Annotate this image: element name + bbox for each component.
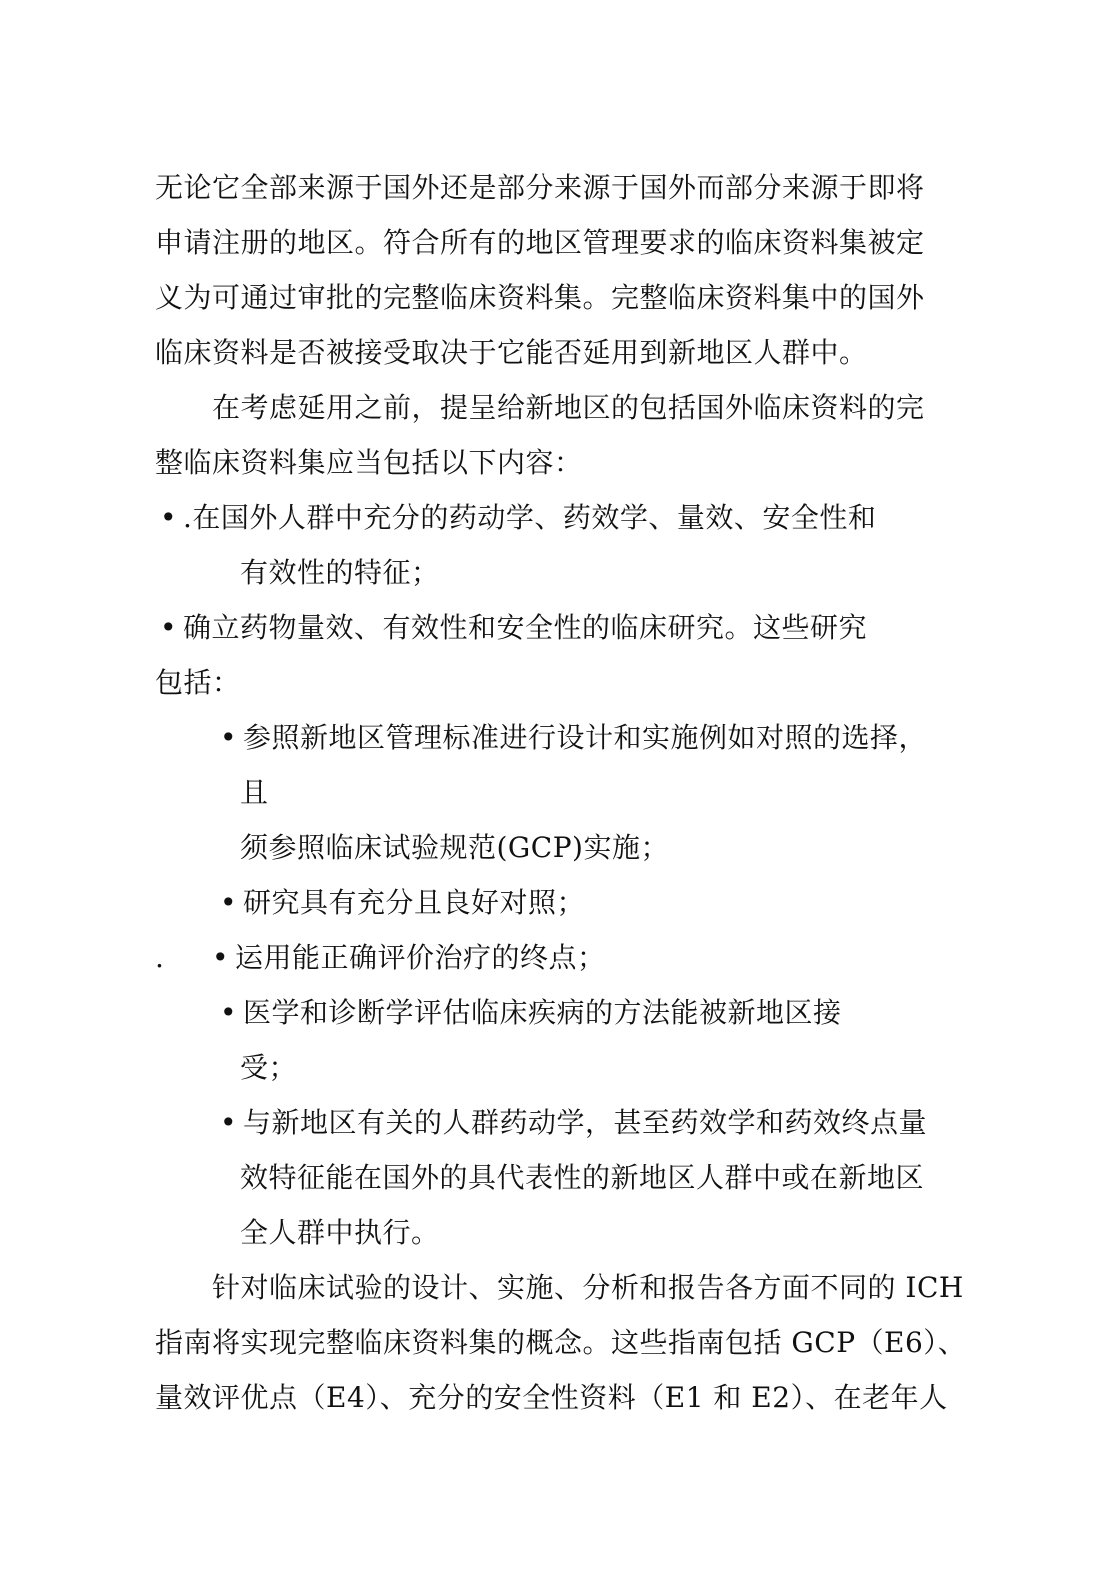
- sub-bullet-item-3: [212, 941, 606, 975]
- sub-bullet-item-continuation: 须参照临床试验规范(GCP)实施；: [240, 831, 669, 864]
- paragraph-1-line: 申请注册的地区。符合所有的地区管理要求的临床资料集被定: [155, 226, 925, 259]
- paragraph-1-line: 义为可通过审批的完整临床资料集。完整临床资料集中的国外: [155, 281, 925, 314]
- sub-bullet-item-2: [220, 886, 585, 920]
- bullet-item-2: [160, 611, 867, 645]
- bullet-item-continuation: 包括：: [155, 666, 241, 699]
- stray-mark: .: [155, 941, 165, 974]
- paragraph-1-line: 临床资料是否被接受取决于它能否延用到新地区人群中。: [155, 336, 868, 369]
- sub-bullet-item-text: 参照新地区管理标准进行设计和实施例如对照的选择，: [243, 721, 928, 754]
- sub-bullet-item-text: 运用能正确评价治疗的终点；: [235, 941, 606, 974]
- bullet-marker: •: [220, 996, 238, 1029]
- bullet-marker: •: [212, 941, 230, 974]
- sub-bullet-item-continuation: 受；: [240, 1051, 298, 1084]
- bullet-marker: •: [160, 501, 178, 534]
- bullet-item-1: [160, 501, 876, 535]
- sub-bullet-item-continuation: 全人群中执行。: [240, 1216, 440, 1249]
- bullet-marker: •: [220, 1106, 238, 1139]
- bullet-marker: •: [220, 721, 238, 754]
- paragraph-3-line: 量效评优点（E4）、充分的安全性资料（E1 和 E2）、在老年人: [155, 1381, 948, 1414]
- bullet-marker: •: [220, 886, 238, 919]
- bullet-item-continuation: 有效性的特征；: [240, 556, 440, 589]
- sub-bullet-item-continuation: 且: [240, 776, 269, 809]
- sub-bullet-item-1: [220, 721, 927, 755]
- paragraph-3-line: 针对临床试验的设计、实施、分析和报告各方面不同的 ICH: [212, 1271, 964, 1304]
- sub-bullet-item-text: 与新地区有关的人群药动学，甚至药效学和药效终点量: [243, 1106, 928, 1139]
- sub-bullet-item-4: [220, 996, 842, 1030]
- paragraph-1-line: 无论它全部来源于国外还是部分来源于国外而部分来源于即将: [155, 171, 925, 204]
- paragraph-2-line: 在考虑延用之前，提呈给新地区的包括国外临床资料的完: [212, 391, 925, 424]
- sub-bullet-item-continuation: 效特征能在国外的具代表性的新地区人群中或在新地区: [240, 1161, 925, 1194]
- sub-bullet-item-5: [220, 1106, 927, 1140]
- sub-bullet-item-text: 医学和诊断学评估临床疾病的方法能被新地区接: [243, 996, 842, 1029]
- sub-bullet-item-text: 研究具有充分且良好对照；: [243, 886, 586, 919]
- bullet-item-text: 确立药物量效、有效性和安全性的临床研究。这些研究: [183, 611, 868, 644]
- paragraph-3-line: 指南将实现完整临床资料集的概念。这些指南包括 GCP（E6）、: [155, 1326, 967, 1359]
- bullet-item-text: .在国外人群中充分的药动学、药效学、量效、安全性和: [183, 501, 877, 534]
- paragraph-2-line: 整临床资料集应当包括以下内容：: [155, 446, 583, 479]
- bullet-marker: •: [160, 611, 178, 644]
